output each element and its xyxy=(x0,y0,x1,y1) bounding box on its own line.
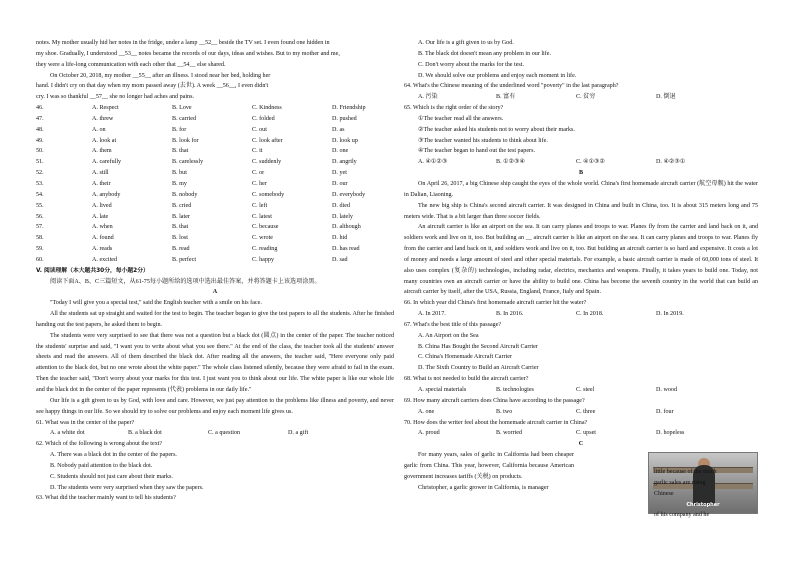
option-a[interactable]: A. when xyxy=(92,224,113,231)
section-heading: V. 阅读理解（本大题共30分，每小题2分） xyxy=(36,267,149,274)
option-b[interactable]: B. The black dot doesn't mean any problem in our life. xyxy=(418,50,551,57)
cloze-row xyxy=(36,233,394,244)
question-65: 65. Which is the right order of the story? xyxy=(404,105,504,112)
question-number: 60. xyxy=(36,256,44,263)
option-a[interactable]: A. on xyxy=(92,126,106,133)
passage-c-right-line: Chinese xyxy=(654,490,674,497)
option-b[interactable]: B. Love xyxy=(172,105,192,112)
option-d[interactable]: D. lately xyxy=(332,213,353,220)
option-a[interactable]: A. reads xyxy=(92,246,113,253)
option-d[interactable]: D. In 2019. xyxy=(656,311,684,318)
option-d[interactable]: D. our xyxy=(332,180,348,187)
option-c[interactable]: C. upset xyxy=(576,430,596,437)
question-number: 56. xyxy=(36,213,44,220)
option-d[interactable]: D. everybody xyxy=(332,191,366,198)
option-d[interactable]: D. The Sixth Country to Build an Aircraft Carrier xyxy=(418,365,539,372)
question-70-options xyxy=(404,428,758,439)
photo-caption: Christopher xyxy=(686,502,720,509)
question-number: 54. xyxy=(36,191,44,198)
passage-c-right-line: of his company and he xyxy=(654,512,710,519)
option-d[interactable]: D. has read xyxy=(332,246,360,253)
option-b[interactable]: B. worried xyxy=(496,430,523,437)
question-number: 58. xyxy=(36,235,44,242)
question-68-options xyxy=(404,385,758,396)
option-b[interactable]: B. that xyxy=(172,148,189,155)
option-b[interactable]: B. cried xyxy=(172,202,192,209)
option-a[interactable]: A. anybody xyxy=(92,191,121,198)
cloze-row xyxy=(36,114,394,125)
option-b[interactable]: B. a black dot xyxy=(128,430,162,437)
passage-b-label: B xyxy=(578,170,584,177)
option-b[interactable]: B. but xyxy=(172,170,187,177)
option-c[interactable]: C. somebody xyxy=(252,191,285,198)
option-c[interactable]: C. her xyxy=(252,180,267,187)
question-number: 51. xyxy=(36,159,44,166)
option-d[interactable]: D. We should solve our problems and enjoy each moment in life. xyxy=(418,72,577,79)
cloze-row xyxy=(36,157,394,168)
passage-a-paragraph: The students were very surprised to see that there was not a question but a black dot (圆点) in the center of the paper. The teacher noticed the students' surprise and said, "I want you to write about what you see there." At the end of the class, the teacher took all the students' answer sheets and read the answers. All of them described the black dot. After reading all the answers, the teacher said, "Here everyone only paid attention to the black dot, but no one wrote about the white paper." The whole class listened silently, because they were afraid to fail in the exam. Then the teacher said, "Don't worry about your marks for this test. I just want you to think about our life. The white paper is like our whole life and the black dot in the center of the paper represents (代表) problems in our daily life." xyxy=(36,332,394,393)
cloze-row xyxy=(36,179,394,190)
option-c[interactable]: C. latest xyxy=(252,213,272,220)
option-b[interactable]: B. read xyxy=(172,246,190,253)
question-65-options xyxy=(404,157,758,168)
option-a[interactable]: A. In 2017. xyxy=(418,311,446,318)
option-d[interactable]: D. died xyxy=(332,202,350,209)
question-68: 68. What is not needed to build the aircraft carrier? xyxy=(404,376,529,383)
cloze-row xyxy=(36,103,394,114)
option-a[interactable]: A. still xyxy=(92,170,109,177)
cloze-row xyxy=(36,136,394,147)
option-a[interactable]: A. look at xyxy=(92,137,117,144)
option-c[interactable]: C. ④①③② xyxy=(576,159,605,166)
option-b[interactable]: B. that xyxy=(172,224,189,231)
question-number: 49. xyxy=(36,137,44,144)
passage-a-paragraph: "Today I will give you a special test," said the English teacher with a smile on his face. xyxy=(50,300,262,307)
option-d[interactable]: D. yet xyxy=(332,170,347,177)
option-c[interactable]: C. reading xyxy=(252,246,278,253)
question-69-options xyxy=(404,407,758,418)
option-c[interactable]: C. left xyxy=(252,202,268,209)
option-d[interactable]: D. four xyxy=(656,408,674,415)
order-item: ④The teacher began to hand out the test papers. xyxy=(418,148,535,155)
option-d[interactable]: D. angrily xyxy=(332,159,357,166)
cloze-passage-end xyxy=(36,38,394,103)
option-a[interactable]: A. them xyxy=(92,148,112,155)
option-a[interactable]: A. one xyxy=(418,408,435,415)
cloze-options-list xyxy=(36,103,394,266)
order-item: ②The teacher asked his students not to worry about their marks. xyxy=(418,126,575,133)
passage-b-paragraph: The new big ship is China's second aircraft carrier. It was designed in China and built in China, too. It is about 315 meters long and 75 meters wide. That is a bit larger than three soccer fields. xyxy=(404,202,758,220)
cloze-row xyxy=(36,244,394,255)
option-b[interactable]: B. Nobody paid attention to the black dot. xyxy=(50,462,153,469)
option-c[interactable]: C. Kindness xyxy=(252,105,282,112)
question-number: 57. xyxy=(36,224,44,231)
option-d[interactable]: D. The students were very surprised when they saw the papers. xyxy=(50,484,204,491)
section-instruction: 阅读下面A、B、C三篇短文，从61-75每小题所给的选项中选出最佳答案，并将答题卡上该选项涂黑。 xyxy=(50,278,321,285)
question-66-options xyxy=(404,309,758,320)
option-a[interactable]: A. Our life is a gift given to us by God. xyxy=(418,40,514,46)
cloze-row xyxy=(36,201,394,212)
cloze-row xyxy=(36,255,394,266)
cloze-row xyxy=(36,125,394,136)
option-c[interactable]: C. In 2018. xyxy=(576,311,604,318)
passage-a-label: A xyxy=(212,289,218,296)
option-a[interactable]: A. threw xyxy=(92,115,114,122)
option-b[interactable]: B. look for xyxy=(172,137,199,144)
option-c[interactable]: C. because xyxy=(252,224,279,231)
question-67: 67. What's the best title of this passage? xyxy=(404,321,502,328)
question-70: 70. How does the writer feel about the homemade aircraft carrier in China? xyxy=(404,419,588,426)
option-d[interactable]: D. Friendship xyxy=(332,105,366,112)
cloze-row xyxy=(36,222,394,233)
option-c[interactable]: C. Students should not just care about their marks. xyxy=(50,473,173,480)
passage-line: they were a life-long communication with each other that __54__ else shared. xyxy=(36,61,226,68)
question-61-options xyxy=(36,428,394,439)
option-a[interactable]: A. There was a black dot in the center of the papers. xyxy=(50,452,177,459)
option-b[interactable]: B. technologies xyxy=(496,387,534,393)
option-d[interactable]: D. although xyxy=(332,224,361,231)
passage-b-paragraph: On April 26, 2017, a big Chinese ship caught the eyes of the whole world. China's first homemade aircraft carrier (航空母舰) hit the water in Dalian, Liaoning. xyxy=(404,180,758,198)
option-b[interactable]: B. In 2016. xyxy=(496,311,524,318)
option-b[interactable]: B. carried xyxy=(172,115,197,122)
option-c[interactable]: C. happy xyxy=(252,256,275,263)
question-number: 55. xyxy=(36,202,44,209)
option-d[interactable]: D. ④②③① xyxy=(656,159,686,166)
passage-line: my shoe. Gradually, I understood __53__ notes became the records of our days, ideas and wishes. But to my mother and me, xyxy=(36,50,340,57)
option-c[interactable]: C. Don't worry about the marks for the test. xyxy=(418,61,525,68)
passage-c-right-line: little because of the much xyxy=(654,469,717,475)
option-b[interactable]: B. China Has Bought the Second Aircraft Carrier xyxy=(418,343,538,350)
passage-c-paragraph: For many years, sales of garlic in California had been cheaper garlic from China. This year, however, California because American government increases tariffs (关税) on products. xyxy=(404,452,574,480)
option-c[interactable]: C. a question xyxy=(208,430,240,437)
option-a[interactable]: A. special materials xyxy=(418,387,467,393)
option-b[interactable]: B. for xyxy=(172,126,187,133)
option-c[interactable]: C. out xyxy=(252,126,267,133)
question-64-options xyxy=(404,92,758,103)
cloze-row xyxy=(36,146,394,157)
question-69: 69. How many aircraft carriers does China have according to the passage? xyxy=(404,397,585,404)
passage-c-label: C xyxy=(578,441,584,448)
order-item: ①The teacher read all the answers. xyxy=(418,115,504,122)
option-b[interactable]: B. carelessly xyxy=(172,159,204,166)
question-number: 53. xyxy=(36,180,44,187)
passage-line: notes. My mother usually hid her notes in the fridge, under a lamp __52__ beside the TV set. I even found one hidden in xyxy=(36,40,330,46)
option-b[interactable]: B. two xyxy=(496,408,513,415)
option-c[interactable]: C. suddenly xyxy=(252,159,282,166)
question-number: 59. xyxy=(36,246,44,253)
option-c[interactable]: C. China's Homemade Aircraft Carrier xyxy=(418,354,512,361)
question-61: 61. What was in the center of the paper? xyxy=(36,419,135,426)
option-b[interactable]: B. perfect xyxy=(172,256,197,263)
left-column xyxy=(36,38,394,504)
passage-b-paragraph: An aircraft carrier is like an airport on the sea. It can carry planes and troops to war. Planes fly from the carrier and land back on it, and soldiers work and live on it, too. But building an __ aircraft carrier is like an airport on the sea. It can carry planes and troops to war. Planes fly from the carrier and land back on it, and soldiers work and live on it, too. But building an aircraft carrier is so hard and expensive. It costs a lot of money and needs a large amount of steel and other special materials. For example, a basic aircraft carrier is made of 60,000 tons of steel. It also uses complex (复杂的) technologies, including radar, electrics, mechanics and weapons. Finally, it takes years to build one. Today, not many countries own an aircraft carrier or have the ability to build one. China has become the seventh country in the world that can build an aircraft carrier by itself, after the USA, Russia, England, France, Italy and Spain. xyxy=(404,224,758,296)
question-66: 66. In which year did China's first homemade aircraft carrier hit the water? xyxy=(404,300,587,307)
option-a[interactable]: A. late xyxy=(92,213,109,220)
question-number: 47. xyxy=(36,115,44,122)
option-b[interactable]: B. my xyxy=(172,180,187,187)
passage-line: hand. I didn't cry on that day when my mom passed away (去世). A week __56__, I even didn't xyxy=(36,83,269,90)
question-63: 63. What did the teacher mainly want to tell his students? xyxy=(36,495,176,502)
question-number: 52. xyxy=(36,170,44,177)
passage-a-paragraph: Our life is a gift given to us by God, with love and care. However, we just pay attention to the problems like illness and poverty, and never see happy things in our life. So we should try to solve our problems and enjoy each moment life gives us. xyxy=(36,397,394,415)
cloze-row xyxy=(36,212,394,223)
option-c[interactable]: C. steel xyxy=(576,387,595,393)
option-c[interactable]: C. three xyxy=(576,408,596,415)
option-a[interactable]: A. proud xyxy=(418,430,440,437)
option-a[interactable]: A. ④①②③ xyxy=(418,159,448,166)
option-c[interactable]: C. or xyxy=(252,170,265,177)
option-a[interactable]: A. carefully xyxy=(92,159,122,166)
order-item: ③The teacher wanted his students to think about life. xyxy=(418,137,548,144)
option-a[interactable]: A. lived xyxy=(92,202,112,209)
passage-c-right-text xyxy=(654,467,758,521)
option-a[interactable]: A. Respect xyxy=(92,105,119,112)
option-a[interactable]: A. excited xyxy=(92,256,118,263)
option-c[interactable]: C. look after xyxy=(252,137,283,144)
option-a[interactable]: A. a white dot xyxy=(50,430,85,437)
option-c[interactable]: C. wrote xyxy=(252,235,273,242)
option-d[interactable]: D. hid xyxy=(332,235,348,242)
question-62: 62. Which of the following is wrong about the text? xyxy=(36,441,163,448)
option-d[interactable]: D. pushed xyxy=(332,115,357,122)
option-a[interactable]: A. found xyxy=(92,235,114,242)
passage-line: cry. I was so thankful __57__ she no longer had aches and pains. xyxy=(36,94,195,101)
option-b[interactable]: B. later xyxy=(172,213,190,220)
option-a[interactable]: A. their xyxy=(92,180,111,187)
option-b[interactable]: B. 富有 xyxy=(496,94,516,101)
option-c[interactable]: C. it xyxy=(252,148,263,155)
option-d[interactable]: D. as xyxy=(332,126,345,133)
question-64: 64. What's the Chinese meaning of the underlined word "poverty" in the last paragraph? xyxy=(404,83,619,90)
option-b[interactable]: B. nobody xyxy=(172,191,198,198)
question-number: 46. xyxy=(36,105,44,112)
option-d[interactable]: D. a gift xyxy=(288,430,309,437)
passage-c-right-line: garlic sales are rising xyxy=(654,479,706,486)
option-c[interactable]: C. 贫穷 xyxy=(576,94,596,101)
option-d[interactable]: D. one xyxy=(332,148,349,155)
question-number: 50. xyxy=(36,148,44,155)
cloze-row xyxy=(36,168,394,179)
option-b[interactable]: B. lost xyxy=(172,235,188,242)
option-c[interactable]: C. folded xyxy=(252,115,275,122)
option-b[interactable]: B. ①②③④ xyxy=(496,159,525,166)
question-number: 48. xyxy=(36,126,44,133)
option-d[interactable]: D. 倒退 xyxy=(656,94,676,101)
option-d[interactable]: D. sad xyxy=(332,256,348,263)
passage-a-paragraph: All the students sat up straight and waited for the test to begin. The teacher began to give the test papers to all the students. After he finished handing out the test papers, he asked them to begin. xyxy=(36,311,394,328)
passage-c-paragraph: Christopher, a garlic grower in California, is manager xyxy=(418,484,549,491)
option-a[interactable]: A. An Airport on the Sea xyxy=(418,332,479,339)
option-d[interactable]: D. hopeless xyxy=(656,430,685,437)
right-column xyxy=(404,38,758,514)
option-d[interactable]: D. look up xyxy=(332,137,358,144)
option-a[interactable]: A. 污染 xyxy=(418,94,438,101)
cloze-row xyxy=(36,190,394,201)
passage-line: On October 20, 2018, my mother __55__ after an illness. I stood near her bed, holding her xyxy=(50,72,271,79)
option-d[interactable]: D. wood xyxy=(656,387,677,393)
